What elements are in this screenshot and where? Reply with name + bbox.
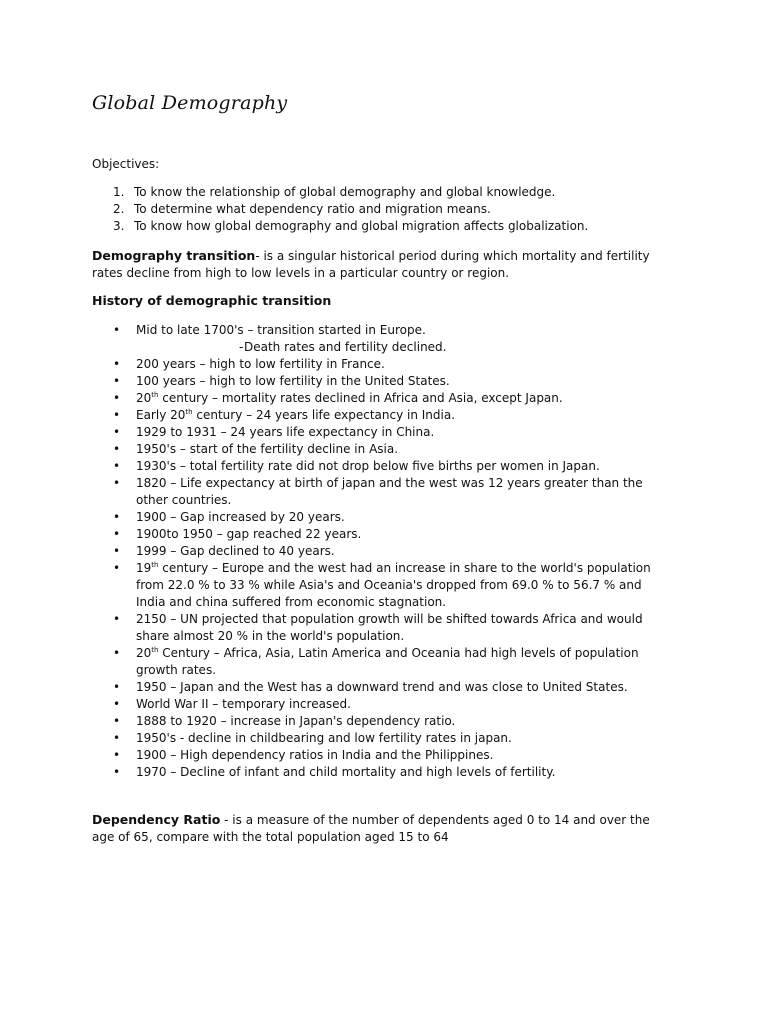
bullet-icon: • (113, 731, 121, 745)
objective-text: To know the relationship of global demography and global knowledge. (134, 185, 556, 199)
history-item (92, 560, 672, 611)
history-item-text: 1930's – total fertility rate did not drop below five births per women in Japan. (136, 459, 600, 473)
dash-marker: - (239, 340, 244, 354)
history-item-text-cont: century – 24 years life expectancy in India. (192, 408, 456, 422)
objective-text: To determine what dependency ratio and migration means. (134, 202, 491, 216)
history-item (92, 424, 672, 441)
history-item-text: Mid to late 1700's – transition started in Europe. (136, 323, 426, 337)
history-item (92, 509, 672, 526)
bullet-icon: • (113, 425, 121, 439)
bullet-icon: • (113, 612, 121, 626)
objectives-heading: Objectives: (92, 157, 160, 171)
history-item (92, 611, 672, 645)
objective-item (92, 184, 692, 201)
history-item-text: World War II – temporary increased. (136, 697, 351, 711)
bullet-icon: • (113, 357, 121, 371)
history-item (92, 713, 672, 730)
history-item-text: 1900to 1950 – gap reached 22 years. (136, 527, 362, 541)
dependency-ratio-term: Dependency Ratio (92, 812, 221, 827)
objective-number: 1. (113, 185, 125, 199)
bullet-icon: • (113, 408, 121, 422)
history-item-text: 1970 – Decline of infant and child mortality and high levels of fertility. (136, 765, 556, 779)
history-item-text: 100 years – high to low fertility in the United States. (136, 374, 450, 388)
objective-item (92, 218, 692, 235)
history-item-text: 1999 – Gap declined to 40 years. (136, 544, 335, 558)
history-item (92, 373, 672, 390)
history-item (92, 543, 672, 560)
history-item (92, 356, 672, 373)
document-title: Global Demography (92, 92, 288, 114)
history-item (92, 441, 672, 458)
history-item (92, 407, 672, 424)
history-item (92, 458, 672, 475)
bullet-icon: • (113, 323, 121, 337)
bullet-icon: • (113, 459, 121, 473)
objective-text: To know how global demography and global migration affects globalization. (134, 219, 589, 233)
history-subitem (92, 339, 672, 356)
history-item (92, 322, 672, 339)
demography-transition-term: Demography transition (92, 248, 256, 263)
history-item-text: 1950 – Japan and the West has a downward trend and was close to United States. (136, 680, 628, 694)
bullet-icon: • (113, 646, 121, 660)
ordinal-suffix: th (151, 561, 159, 569)
objective-item (92, 201, 692, 218)
bullet-icon: • (113, 561, 121, 575)
history-item-text-cont: century – mortality rates declined in Africa and Asia, except Japan. (158, 391, 563, 405)
history-item-text: 2150 – UN projected that population growth will be shifted towards Africa and would share almost 20 % in the world's population. (136, 612, 643, 643)
history-item (92, 390, 672, 407)
history-heading: History of demographic transition (92, 293, 332, 308)
history-item-text: 20 (136, 646, 152, 660)
history-item (92, 747, 672, 764)
history-item-text: 1900 – Gap increased by 20 years. (136, 510, 345, 524)
history-item (92, 679, 672, 696)
objective-number: 3. (113, 219, 125, 233)
bullet-icon: • (113, 374, 121, 388)
history-item (92, 730, 672, 747)
bullet-icon: • (113, 510, 121, 524)
bullet-icon: • (113, 765, 121, 779)
demography-transition-paragraph (92, 247, 672, 282)
ordinal-suffix: th (185, 408, 193, 416)
history-item-text: 1950's - decline in childbearing and low fertility rates in japan. (136, 731, 512, 745)
history-item-text: 1820 – Life expectancy at birth of japan and the west was 12 years greater than the other countries. (136, 476, 643, 507)
history-item (92, 526, 672, 543)
history-item-text: 1929 to 1931 – 24 years life expectancy in China. (136, 425, 435, 439)
history-item-text: 1950's – start of the fertility decline in Asia. (136, 442, 399, 456)
history-item (92, 696, 672, 713)
objectives-list (92, 184, 692, 235)
history-list (92, 322, 672, 781)
bullet-icon: • (113, 527, 121, 541)
history-item (92, 645, 672, 679)
dependency-ratio-definition: - is a measure of the number of dependents aged 0 to 14 and over the age of 65, compare with the total population aged 15 to 64 (92, 813, 650, 844)
ordinal-suffix: th (151, 391, 159, 399)
history-item-text: 1888 to 1920 – increase in Japan's dependency ratio. (136, 714, 456, 728)
history-item (92, 475, 672, 509)
dependency-ratio-paragraph (92, 811, 672, 846)
history-item-text: 20 (136, 391, 152, 405)
history-item-text: 200 years – high to low fertility in France. (136, 357, 385, 371)
history-item-text: 1900 – High dependency ratios in India and the Philippines. (136, 748, 494, 762)
history-item-text: 19 (136, 561, 152, 575)
demography-transition-definition: - is a singular historical period during which mortality and fertility rates decline from high to low levels in a particular country or region. (92, 249, 650, 280)
ordinal-suffix: th (151, 646, 159, 654)
history-item (92, 764, 672, 781)
bullet-icon: • (113, 442, 121, 456)
bullet-icon: • (113, 680, 121, 694)
bullet-icon: • (113, 476, 121, 490)
history-item-text-cont: Century – Africa, Asia, Latin America and Oceania had high levels of population growth rates. (136, 646, 639, 677)
history-item-text: Death rates and fertility declined. (244, 340, 447, 354)
objective-number: 2. (113, 202, 125, 216)
bullet-icon: • (113, 391, 121, 405)
history-item-text-cont: century – Europe and the west had an increase in share to the world's population from 22.0 % to 33 % while Asia's and Oceania's dropped from 69.0 % to 56.7 % and India and china suffered from economic stagnation. (136, 561, 651, 609)
bullet-icon: • (113, 748, 121, 762)
bullet-icon: • (113, 697, 121, 711)
bullet-icon: • (113, 544, 121, 558)
bullet-icon: • (113, 714, 121, 728)
history-item-text: Early 20 (136, 408, 186, 422)
